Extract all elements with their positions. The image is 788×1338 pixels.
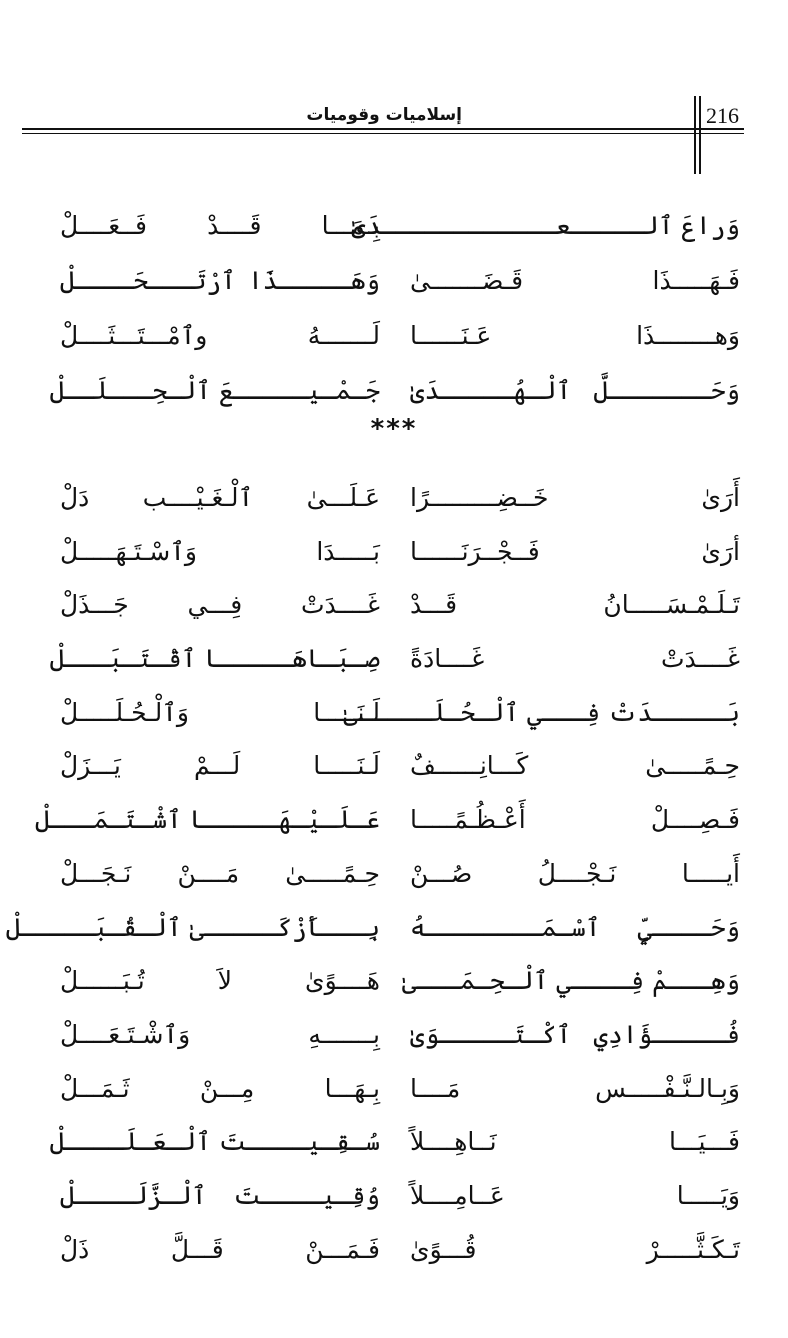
- header-rule: [22, 128, 744, 130]
- verse-line: [40, 310, 740, 365]
- hemistich-left: جَـمْـيـــــعَ ٱلْـحِـــلَــلْ: [49, 376, 380, 405]
- verse-line: [40, 365, 740, 420]
- verse-line: [40, 1224, 740, 1278]
- poem-stanza-1: [40, 200, 740, 420]
- hemistich-right: وَيَـــــا عَــامِــــلاً: [410, 1180, 740, 1210]
- page-header: [0, 0, 788, 180]
- hemistich-right: فُـــــؤَادِي ٱكْـتَـــــوَىٰ: [410, 1019, 740, 1049]
- hemistich-left: فَـمَـــنْ قَـــلَّ ذَلْ: [60, 1234, 380, 1264]
- hemistich-right: تَـكَـثَّـــــرْ قُـــوًىٰ: [410, 1234, 740, 1264]
- hemistich-right: أرَىٰ فَــجْــرَنَــــــا: [410, 536, 740, 566]
- hemistich-left: بَـــــدَا وَٱسْـتَـهَـــــلْ: [60, 536, 380, 566]
- hemistich-left: لَـنَـــــا وَٱلْـحُـلَـــــلْ: [60, 697, 380, 727]
- verse-line: [40, 848, 740, 902]
- poem-stanza-2: [5, 472, 740, 1277]
- stanza-separator: ***: [370, 414, 418, 444]
- hemistich-right: وَهِـــمْ فِــــي ٱلْـحِـمَـــىٰ: [401, 966, 740, 996]
- hemistich-right: وَحَــــيٍّ ٱسْـمَــــــــهُ: [410, 912, 740, 942]
- hemistich-left: صِـبَـاهَـــــا ٱقْـتَـبَـــلْ: [49, 644, 380, 674]
- hemistich-left: وُقِـيــــتَ ٱلْـزَّلَــــلْ: [60, 1180, 380, 1210]
- header-rule: [22, 133, 744, 134]
- hemistich-right: بَـــــدَتْ فِـــي ٱلْـحُـلَـــــىٰ: [343, 697, 740, 727]
- hemistich-left: لَـــــــهُ وٱمْـــتَـــثَــــلْ: [60, 321, 380, 350]
- verse-line: [40, 1170, 740, 1224]
- verse-line: [40, 526, 740, 580]
- hemistich-right: أَرَىٰ خَــضِـــــــــرًا: [410, 483, 740, 512]
- hemistich-right: وَراعَ ٱلـــــعــــــــــــدَىٰ: [351, 211, 740, 240]
- hemistich-right: فَـهَـــــذَا قَـضَـــــــىٰ: [410, 266, 740, 295]
- hemistich-left: لَـنَـــــا لَـــمْ يَـــزَلْ: [60, 751, 380, 781]
- header-vertical-rule: [694, 96, 696, 174]
- hemistich-right: غَــــدَتْ غَــــادَةً: [410, 644, 740, 674]
- verse-line: [40, 687, 740, 741]
- verse-line: [40, 1063, 740, 1117]
- hemistich-left: بِـمَـــا قَــــدْ فَــعَــــلْ: [60, 211, 380, 240]
- verse-line: [40, 1009, 740, 1063]
- hemistich-right: أَيـــــا نَـجْــــلُ صُـــنْ: [410, 858, 740, 888]
- hemistich-right: فَـــيَـــا نَــاهِــــلاً: [410, 1127, 740, 1157]
- verse-line: [40, 633, 740, 687]
- hemistich-right: وَحَـــــــلَّ ٱلْـهُـــــدَىٰ: [410, 376, 740, 405]
- verse-line: [40, 579, 740, 633]
- hemistich-right: تَـلَـمْـسَـــــانُ قَـــدْ: [410, 590, 740, 620]
- hemistich-left: عَـلَـــىٰ ٱلْـغَـيْــــب دَلْ: [60, 483, 380, 512]
- hemistich-left: بِـهَـــا مِـــنْ ثَـمَـــلْ: [60, 1073, 380, 1103]
- hemistich-left: وَهَـــــذَا ٱرْتَـــحَــــلْ: [60, 266, 380, 295]
- hemistich-left: بِـــأَزْكَـــــىٰ ٱلْـقُـبَـــــلْ: [5, 912, 380, 942]
- hemistich-right: حِـمًـــــىٰ كَـــانِــــــفٌ: [410, 751, 740, 781]
- verse-line: [40, 740, 740, 794]
- hemistich-left: غَــــدَتْ فِـــي جَـــذَلْ: [60, 590, 380, 620]
- verse-line: [5, 902, 740, 956]
- header-vertical-rule: [699, 96, 701, 174]
- verse-line: [40, 255, 740, 310]
- verse-line: [40, 200, 740, 255]
- verse-line: [35, 794, 740, 848]
- hemistich-right: وَهــــــــذَا عَـنَــــــا: [410, 321, 740, 350]
- hemistich-left: عَـلَـيْـهَـــــا ٱشْـتَـمَـــلْ: [35, 805, 380, 835]
- hemistich-left: حِـمًـــــىٰ مَــــنْ نَـجَـــلْ: [60, 858, 380, 888]
- hemistich-left: هَــــوًىٰ لاَ تُـبَــــــلْ: [60, 966, 380, 996]
- hemistich-left: سُـقِـيــــتَ ٱلْـعَـلَــــلْ: [49, 1127, 380, 1157]
- page-number: 216: [706, 103, 739, 128]
- hemistich-right: وَبِـالـنَّـفْـــــس مَــــا: [410, 1073, 740, 1103]
- running-title: إسلاميات وقوميات: [306, 105, 462, 125]
- verse-line: [40, 1116, 740, 1170]
- verse-line: [40, 955, 740, 1009]
- hemistich-left: بِـــــــهِ وَٱشْـتَـعَــــلْ: [60, 1019, 380, 1049]
- verse-line: [40, 472, 740, 526]
- hemistich-right: فَـصِــــلْ أَعْـظُـمًـــــا: [410, 805, 740, 835]
